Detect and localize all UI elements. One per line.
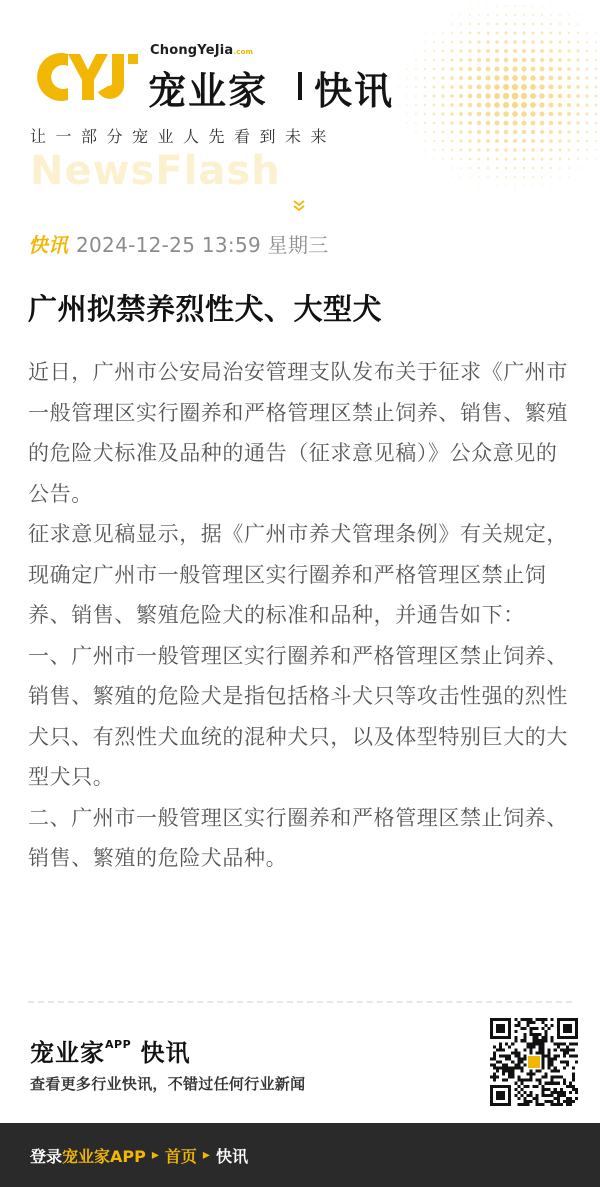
news-link[interactable]: 快讯	[215, 1146, 248, 1166]
article-title: 广州拟禁养烈性犬、大型犬	[28, 292, 383, 326]
promo-subtitle: 查看更多行业快讯，不错过任何行业新闻	[30, 1075, 306, 1093]
cyj-logo-icon	[28, 48, 140, 106]
footer-bar	[0, 1123, 600, 1187]
double-chevron-down-icon	[292, 200, 306, 212]
chevron-right-icon: ▸	[202, 1147, 210, 1163]
section-name: 快讯	[314, 69, 395, 113]
site-domain: ChongYeJia.com	[150, 43, 254, 58]
chevron-right-icon: ▸	[151, 1147, 159, 1163]
article-paragraph: 征求意见稿显示，据《广州市养犬管理条例》有关规定，现确定广州市一般管理区实行圈养和严格管理区禁止饲养、销售、繁殖危险犬的标准和品种，并通告如下：	[28, 522, 568, 627]
slogan: 让一部分宠业人先看到未来	[30, 127, 337, 146]
article-paragraph: 二、广州市一般管理区实行圈养和严格管理区禁止饲养、销售、繁殖的危险犬品种。	[28, 805, 568, 870]
home-link[interactable]: 首页	[164, 1146, 197, 1166]
brand-divider	[298, 72, 302, 100]
page-header	[0, 0, 600, 230]
publish-datetime: 2024-12-25 13:59 星期三	[76, 232, 329, 257]
brand-name: 宠业家	[148, 69, 269, 113]
app-link[interactable]: 宠业家APP	[62, 1146, 146, 1166]
promo-title: 宠业家$^{APP}$ 快讯	[30, 1038, 191, 1067]
qr-code-icon[interactable]	[490, 1018, 578, 1106]
dashed-divider	[28, 1001, 572, 1003]
news-tag: 快讯	[28, 232, 68, 257]
article-meta	[28, 228, 329, 258]
login-link[interactable]: 登录	[30, 1146, 63, 1166]
article-body	[28, 352, 568, 879]
article-paragraph: 一、广州市一般管理区实行圈养和严格管理区禁止饲养、销售、繁殖的危险犬是指包括格斗犬只等攻击性强的烈性犬只、有烈性犬血统的混种犬只，以及体型特别巨大的大型犬只。	[28, 643, 568, 789]
newsflash-watermark: NewsFlash	[30, 148, 281, 194]
article-paragraph: 近日，广州市公安局治安管理支队发布关于征求《广州市一般管理区实行圈养和严格管理区禁止饲养、销售、繁殖的危险犬标准及品种的通告（征求意见稿）》公众意见的公告。	[28, 360, 568, 506]
